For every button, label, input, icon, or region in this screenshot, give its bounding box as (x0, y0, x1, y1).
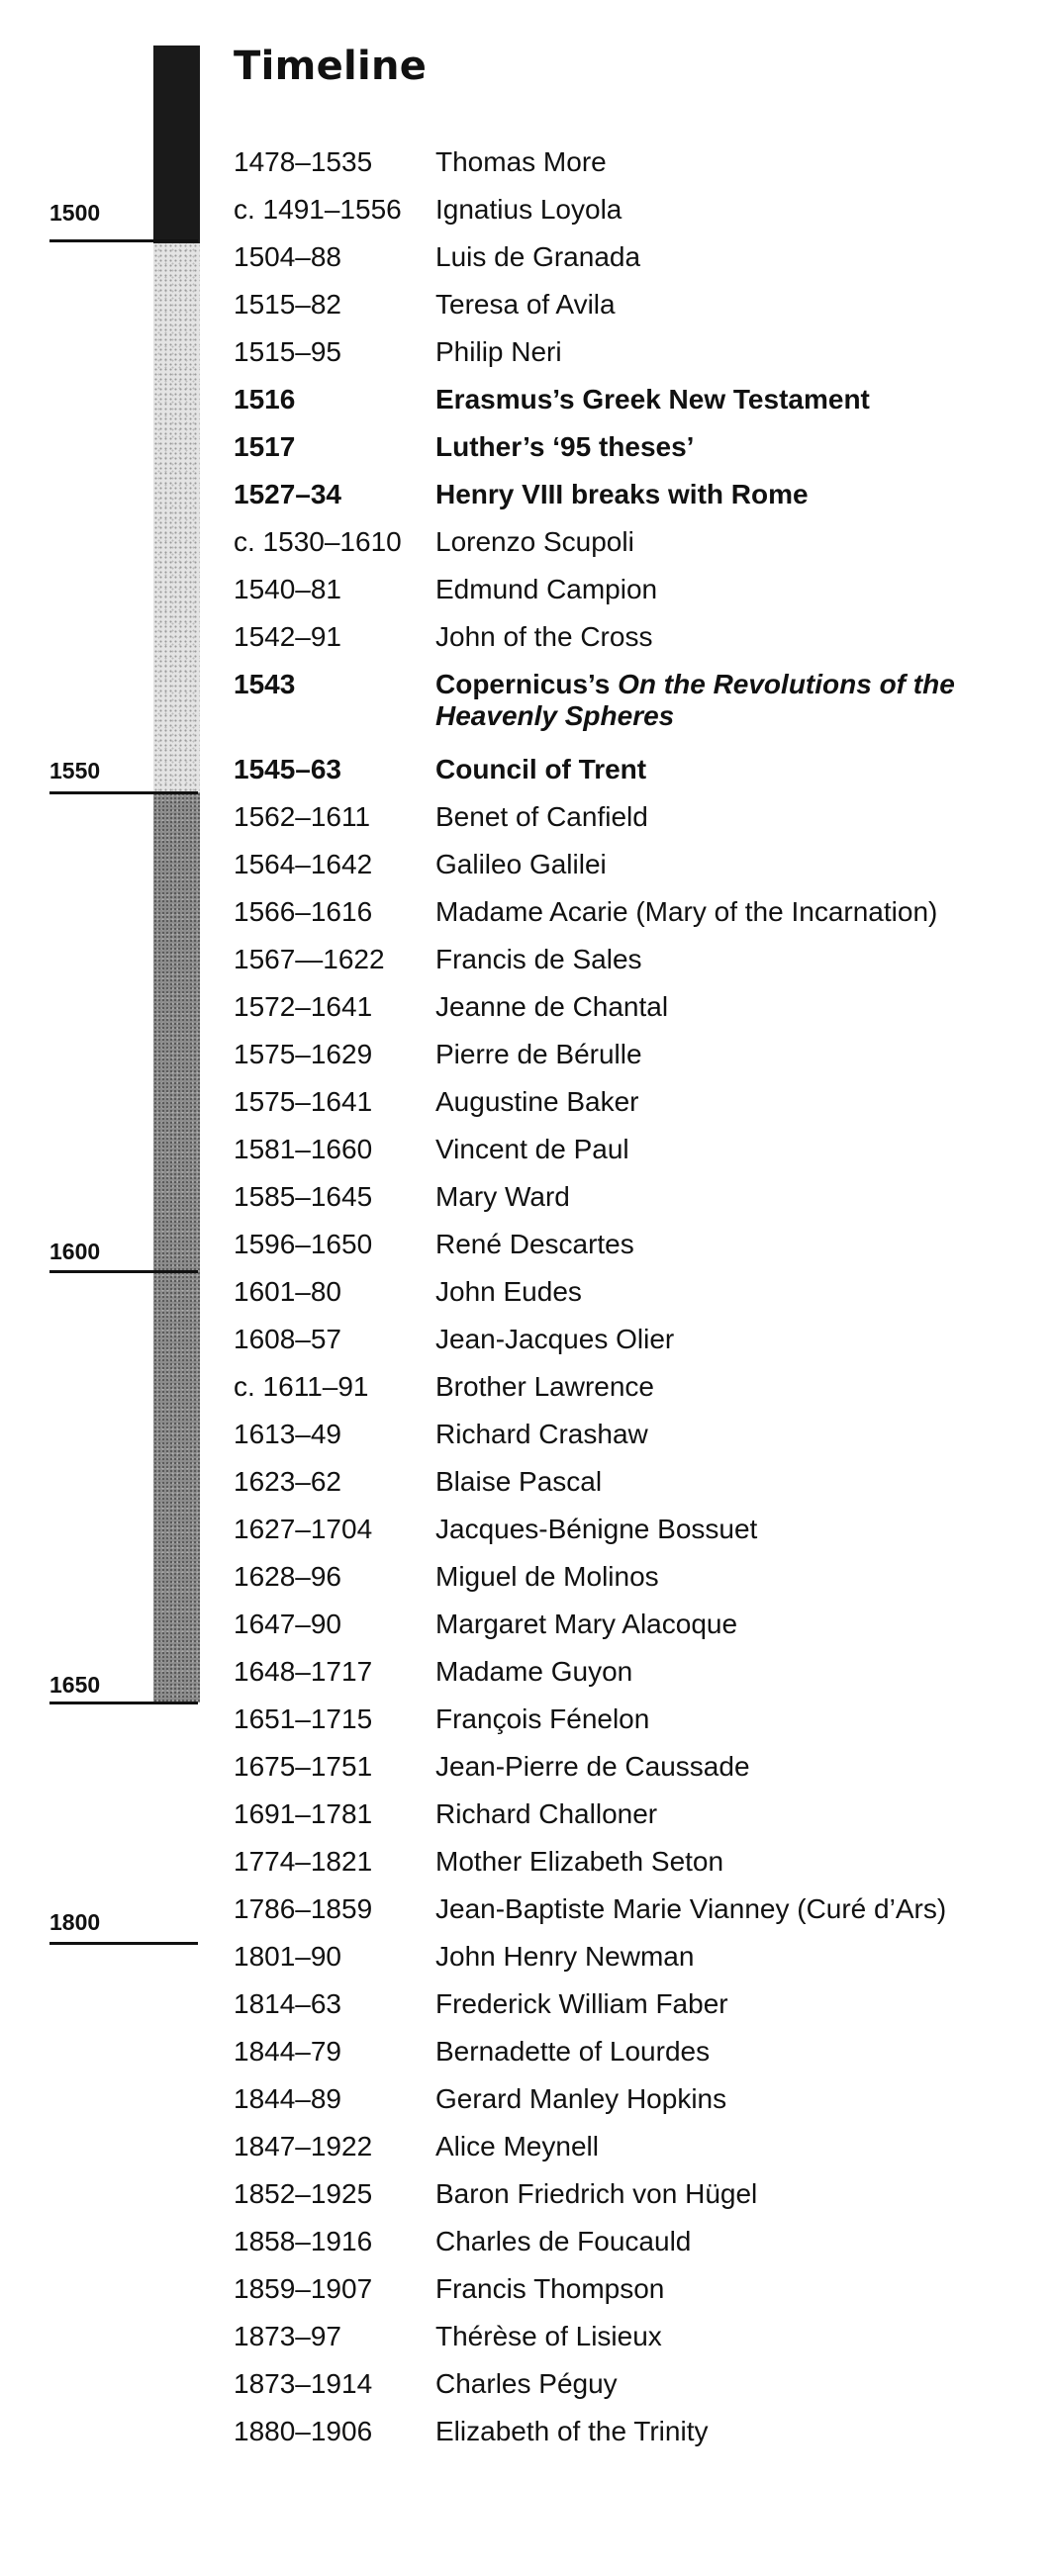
entry-date: 1847–1922 (234, 2131, 373, 2162)
entry-name: Mother Elizabeth Seton (435, 1846, 724, 1877)
entry-date: c. 1611–91 (234, 1371, 369, 1402)
entry-date: 1852–1925 (234, 2178, 373, 2209)
entry-name: Galileo Galilei (435, 849, 607, 879)
entry-name (435, 669, 955, 732)
entry-name: Jean-Pierre de Caussade (435, 1751, 750, 1782)
entry-name: Margaret Mary Alacoque (435, 1609, 738, 1639)
entry-name: John Eudes (435, 1276, 582, 1307)
entry-date: 1774–1821 (234, 1846, 373, 1877)
entry-date: 1844–89 (234, 2083, 342, 2114)
entry-name: Brother Lawrence (435, 1371, 655, 1402)
entry-name: Pierre de Bérulle (435, 1039, 642, 1069)
timeline-bar-dark (153, 46, 200, 243)
entry-name: Alice Meynell (435, 2131, 599, 2162)
entry-name: Richard Crashaw (435, 1419, 648, 1449)
entry-name: Philip Neri (435, 336, 562, 367)
entry-name: François Fénelon (435, 1703, 650, 1734)
entry-name: Council of Trent (435, 754, 647, 784)
entry-date: 1880–1906 (234, 2416, 373, 2446)
entry-name: Madame Acarie (Mary of the Incarnation) (435, 896, 938, 927)
era-label-1500: 1500 (49, 200, 101, 226)
entry-date: 1608–57 (234, 1324, 342, 1354)
entry-date: 1542–91 (234, 621, 342, 652)
entry-date: c. 1530–1610 (234, 526, 402, 557)
entry-name: Francis Thompson (435, 2273, 665, 2304)
entry-date: 1801–90 (234, 1941, 342, 1972)
entry-date: 1564–1642 (234, 849, 373, 879)
entry-date: 1647–90 (234, 1609, 342, 1639)
entry-name: Jeanne de Chantal (435, 991, 669, 1022)
entry-name: Ignatius Loyola (435, 194, 622, 225)
entry-name: Vincent de Paul (435, 1134, 629, 1164)
page-title: Timeline (234, 44, 428, 89)
entry-date: 1601–80 (234, 1276, 342, 1307)
entry-name: Madame Guyon (435, 1656, 633, 1687)
entry-date: 1691–1781 (234, 1798, 373, 1829)
entry-date: 1515–82 (234, 289, 342, 320)
entry-date: 1545–63 (234, 754, 342, 784)
entry-name-italic-line2: Heavenly Spheres (435, 700, 675, 731)
entry-name: Lorenzo Scupoli (435, 526, 634, 557)
entry-date: 1627–1704 (234, 1514, 373, 1544)
entry-name: Luther’s ‘95 theses’ (435, 431, 695, 462)
entry-date: 1572–1641 (234, 991, 373, 1022)
entry-name: Elizabeth of the Trinity (435, 2416, 709, 2446)
entry-name: Augustine Baker (435, 1086, 639, 1117)
entry-name: Luis de Granada (435, 241, 641, 272)
entry-name: Gerard Manley Hopkins (435, 2083, 727, 2114)
entry-name: Miguel de Molinos (435, 1561, 659, 1592)
entry-date: 1540–81 (234, 574, 342, 604)
entry-name: Erasmus’s Greek New Testament (435, 384, 870, 414)
entry-date: 1675–1751 (234, 1751, 373, 1782)
era-rule-1800 (49, 1942, 198, 1945)
era-rule-1500 (49, 239, 198, 242)
entry-date: 1517 (234, 431, 296, 462)
entry-name: Jean-Baptiste Marie Vianney (Curé d’Ars) (435, 1893, 947, 1924)
entry-date: 1585–1645 (234, 1181, 373, 1212)
era-rule-1600 (49, 1270, 198, 1273)
entry-date: 1575–1641 (234, 1086, 373, 1117)
entry-name: Benet of Canfield (435, 801, 648, 832)
era-rule-1550 (49, 791, 198, 794)
entry-name: Jacques-Bénigne Bossuet (435, 1514, 758, 1544)
entry-date: 1575–1629 (234, 1039, 373, 1069)
entry-name: Blaise Pascal (435, 1466, 603, 1497)
entry-name-italic: On the Revolutions of the (618, 669, 955, 699)
entry-name: Richard Challoner (435, 1798, 658, 1829)
entry-date: 1651–1715 (234, 1703, 373, 1734)
entry-date: 1504–88 (234, 241, 342, 272)
entry-date: 1623–62 (234, 1466, 342, 1497)
entry-date: 1648–1717 (234, 1656, 373, 1687)
entry-date: 1613–49 (234, 1419, 342, 1449)
entry-date: 1515–95 (234, 336, 342, 367)
entry-name: Edmund Campion (435, 574, 658, 604)
entry-name-prefix: Copernicus’s (435, 669, 619, 699)
timeline-bar-light (153, 243, 200, 792)
entry-date: 1567—1622 (234, 944, 385, 974)
entry-date: 1478–1535 (234, 146, 373, 177)
entry-name: René Descartes (435, 1229, 634, 1259)
entry-date: 1581–1660 (234, 1134, 373, 1164)
entry-date: 1873–97 (234, 2321, 342, 2351)
entry-date: 1628–96 (234, 1561, 342, 1592)
entry-name: Baron Friedrich von Hügel (435, 2178, 758, 2209)
era-label-1600: 1600 (49, 1239, 101, 1264)
entry-date: 1858–1916 (234, 2226, 373, 2256)
entry-name: John Henry Newman (435, 1941, 695, 1972)
entry-name: Bernadette of Lourdes (435, 2036, 711, 2067)
era-label-1650: 1650 (49, 1672, 101, 1698)
entry-date: 1873–1914 (234, 2368, 373, 2399)
entry-date: 1527–34 (234, 479, 342, 509)
entry-name: Thomas More (435, 146, 607, 177)
era-rule-1650 (49, 1702, 198, 1704)
era-label-1550: 1550 (49, 758, 101, 783)
entry-date: 1814–63 (234, 1988, 342, 2019)
entry-name: Frederick William Faber (435, 1988, 728, 2019)
entry-date: 1786–1859 (234, 1893, 373, 1924)
entry-date: 1844–79 (234, 2036, 342, 2067)
entry-name: Jean-Jacques Olier (435, 1324, 675, 1354)
entry-name: Francis de Sales (435, 944, 642, 974)
entry-name: Henry VIII breaks with Rome (435, 479, 809, 509)
entry-date: 1859–1907 (234, 2273, 373, 2304)
entry-name: Teresa of Avila (435, 289, 616, 320)
entry-date: 1516 (234, 384, 296, 414)
entry-date: 1566–1616 (234, 896, 373, 927)
entry-name: Mary Ward (435, 1181, 570, 1212)
entry-name: John of the Cross (435, 621, 653, 652)
entry-date: 1596–1650 (234, 1229, 373, 1259)
entry-name: Charles de Foucauld (435, 2226, 692, 2256)
entry-date: 1562–1611 (234, 801, 371, 832)
entry-name: Thérèse of Lisieux (435, 2321, 662, 2351)
entry-date: 1543 (234, 669, 296, 699)
timeline-bar-mid (153, 792, 200, 1702)
era-label-1800: 1800 (49, 1909, 101, 1935)
entry-date: c. 1491–1556 (234, 194, 402, 225)
entry-name: Charles Péguy (435, 2368, 618, 2399)
